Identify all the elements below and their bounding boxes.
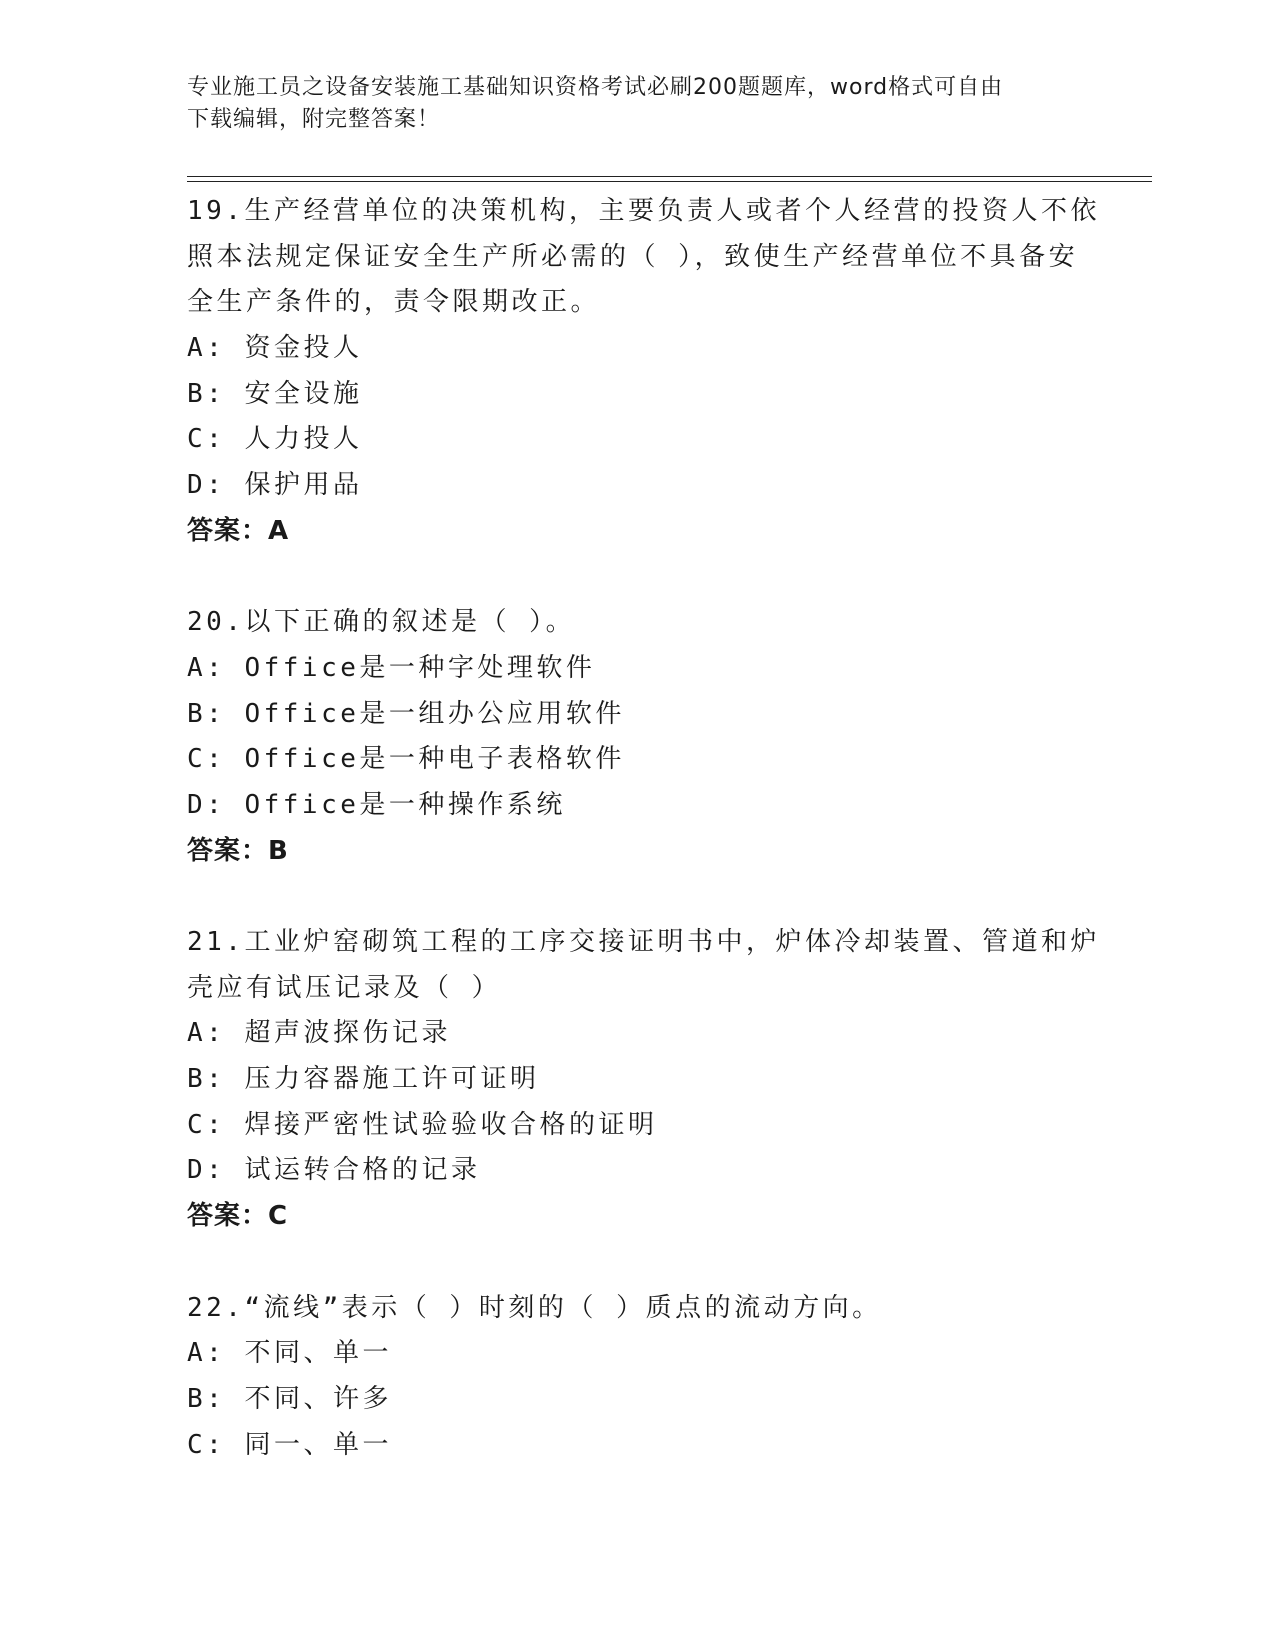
header-line-1: 专业施工员之设备安装施工基础知识资格考试必刷200题题库，word格式可自由 [187,75,1004,100]
header-rule-bottom [187,181,1152,182]
question-block [187,920,1100,1240]
option-a: A: 不同、单一 [187,1338,392,1369]
option-c: C: Office是一种电子表格软件 [187,744,625,775]
question-text-line: 照本法规定保证安全生产所必需的（ ），致使生产经营单位不具备安 [187,241,1079,272]
question-spacer [187,1240,1087,1286]
answer-label: 答案：B [187,835,289,866]
question-text-line: 20.以下正确的叙述是（ ）。 [187,607,576,638]
question-block [187,600,1087,874]
option-b: B: 不同、许多 [187,1383,392,1414]
option-c: C: 焊接严密性试验验收合格的证明 [187,1109,658,1140]
question-text-line: 全生产条件的，责令限期改正。 [187,287,601,318]
question-text-line: 19.生产经营单位的决策机构，主要负责人或者个人经营的投资人不依 [187,196,1100,226]
option-d: D: Office是一种操作系统 [187,789,566,820]
option-d: D: 试运转合格的记录 [187,1155,481,1186]
answer-label: 答案：A [187,515,290,546]
document-header [187,72,1077,136]
header-rule-top [187,176,1152,177]
answer-label: 答案：C [187,1201,289,1232]
question-spacer [187,555,1087,601]
header-line-2: 下载编辑，附完整答案！ [187,107,441,132]
question-list [187,189,1100,1468]
option-b: B: 压力容器施工许可证明 [187,1064,540,1095]
question-text-line: 22.“流线”表示（ ）时刻的（ ）质点的流动方向。 [187,1292,882,1323]
question-text-line: 21.工业炉窑砌筑工程的工序交接证明书中，炉体冷却装置、管道和炉 [187,927,1100,957]
question-spacer [187,874,1087,920]
option-d: D: 保护用品 [187,470,363,501]
question-block [187,189,1100,555]
question-text-line: 壳应有试压记录及（ ） [187,972,502,1003]
option-b: B: Office是一组办公应用软件 [187,698,625,729]
option-c: C: 人力投人 [187,424,363,455]
option-a: A: Office是一种字处理软件 [187,652,596,683]
option-c: C: 同一、单一 [187,1429,392,1460]
option-a: A: 资金投人 [187,333,363,364]
option-b: B: 安全设施 [187,378,363,409]
question-block [187,1286,1087,1469]
option-a: A: 超声波探伤记录 [187,1018,451,1049]
